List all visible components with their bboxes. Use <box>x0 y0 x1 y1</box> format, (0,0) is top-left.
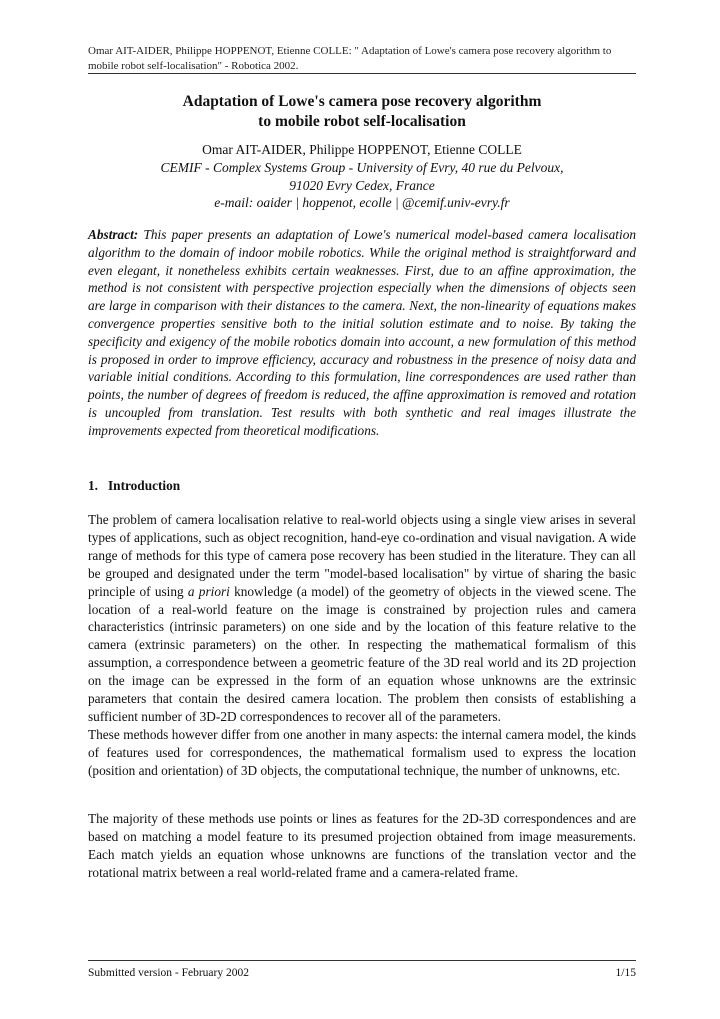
intro-body-continued <box>88 810 636 882</box>
title-line-2: to mobile robot self-localisation <box>258 113 466 130</box>
authors: Omar AIT-AIDER, Philippe HOPPENOT, Etienne COLLE <box>202 142 522 157</box>
intro-paragraph-1 <box>88 511 636 726</box>
paper-title <box>88 92 636 132</box>
email: e-mail: oaider | hoppenot, ecolle | @cemif.univ-evry.fr <box>214 195 510 210</box>
intro-paragraph-3: The majority of these methods use points or lines as features for the 2D-3D correspondences and are based on matching a model feature to its presumed projection obtained from image measurements. Each match yields an equation whose unknowns are functions of the translation vector and the rotational matrix between a real world-related frame and a camera-related frame. <box>88 811 636 880</box>
title-line-1: Adaptation of Lowe's camera pose recovery algorithm <box>182 93 542 110</box>
footer-rule <box>88 960 636 961</box>
affiliation-line-1: CEMIF - Complex Systems Group - University of Evry, 40 rue du Pelvoux, <box>160 160 564 175</box>
intro-body <box>88 511 636 780</box>
section-heading <box>88 477 636 494</box>
abstract-label: Abstract: <box>88 227 139 242</box>
page-number: 1/15 <box>615 967 636 979</box>
intro-p1-italic: a priori <box>187 583 230 599</box>
section-number: 1. <box>88 478 98 493</box>
abstract-text: This paper presents an adaptation of Lowe's numerical model-based camera localisation algorithm to the domain of indoor mobile robotics. While the original method is straightforward and even elegant, it nonetheless exhibits certain weaknesses. First, due to an affine approximation, the method is not consistent with perspective projection especially when the dimensions of objects seen are large in comparison with their distances to the camera. Next, the non-linearity of equations makes convergence properties sensitive both to the initial solution estimate and to noise. By taking the specificity and exigency of the mobile robotics domain into account, a new formulation of this method is proposed in order to improve efficiency, accuracy and robustness in the presence of noisy data and variable initial conditions. According to this formulation, line correspondences are used rather than points, the number of degrees of freedom is reduced, the affine approximation is removed and rotation is uncoupled from translation. Test results with both synthetic and real images illustrate the improvements expected from theoretical modifications. <box>88 227 636 438</box>
section-title: Introduction <box>108 478 181 493</box>
footer-version: Submitted version - February 2002 <box>88 967 249 979</box>
intro-p1-part-b: knowledge (a model) of the geometry of objects in the viewed scene. The location of a real-world feature on the image is constrained by projection rules and camera characteristics (intrinsic parameters) on one side and by the location of this feature relative to the camera (extrinsic parameters) on the other. In respecting the mathematical formalism of this assumption, a correspondence between a geometric feature of the 3D real world and its 2D projection on the image can be expressed in the form of an equation whose unknowns are the extrinsic parameters that contain the desired camera location. The problem then consists of establishing a sufficient number of 3D-2D correspondences to recover all of the parameters. <box>88 583 636 724</box>
header-rule <box>88 73 636 74</box>
running-head: Omar AIT-AIDER, Philippe HOPPENOT, Etienne COLLE: " Adaptation of Lowe's camera pose recovery algorithm to mobile robot self-localisation" - Robotica 2002. <box>88 45 612 72</box>
affiliation <box>88 159 636 212</box>
intro-p1-part-a: The problem of camera localisation relative to real-world objects using a single view arises in several types of applications, such as object recognition, hand-eye co-ordination and visual navigation. A wide range of methods for this type of camera pose recovery has been studied in the literature. They can all be grouped and designated under the term "model-based localisation" by virtue of sharing the basic principle of using <box>88 512 636 599</box>
abstract <box>88 226 636 440</box>
affiliation-line-2: 91020 Evry Cedex, France <box>289 177 435 193</box>
intro-paragraph-2: These methods however differ from one another in many aspects: the internal camera model, the kinds of features used for correspondences, the mathematical formalism used to express the location (position and orientation) of 3D objects, the computational technique, the number of unknowns, etc. <box>88 726 636 778</box>
